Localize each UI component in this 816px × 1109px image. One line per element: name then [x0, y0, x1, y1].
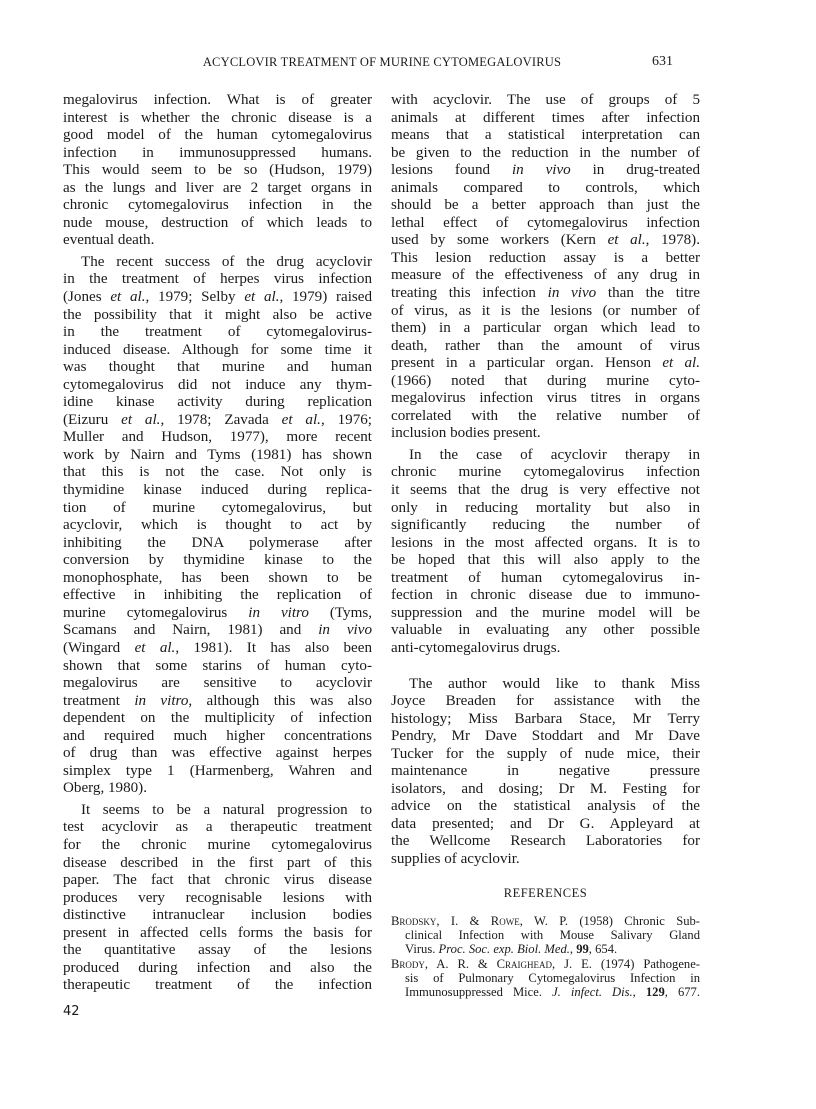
section-gap [391, 658, 700, 676]
text-line: Scamans and Nairn, 1981) and in vivo [63, 622, 373, 639]
text-line: present in affected cells forms the basis for [63, 924, 372, 941]
text-line: murine cytomegalovirus in vitro (Tyms, [63, 604, 372, 621]
text-line: be given to the reduction in the number of [391, 144, 700, 161]
text-line: death, rather than the amount of virus [391, 337, 700, 354]
text-line: (Jones et al., 1979; Selby et al., 1979) raised [63, 289, 373, 306]
text-line: of virus, as it is the lesions (or number of [391, 302, 700, 319]
reference-item [391, 914, 700, 957]
text-line: The recent success of the drug acyclovir [81, 253, 372, 270]
text-line: tion of murine cytomegalovirus, but [63, 499, 372, 516]
text-line: (Wingard et al., 1981). It has also been [63, 639, 372, 656]
acknowledgement [391, 676, 700, 869]
text-line: shown that some starins of human cyto- [63, 657, 372, 674]
text-line: in the treatment of cytomegalovirus- [63, 324, 372, 341]
text-line: Immunosuppressed Mice. J. infect. Dis., 129, 677. [405, 985, 700, 999]
text-line: animals at different times after infection [391, 109, 700, 126]
text-line: acyclovir, which is thought to act by [63, 517, 372, 534]
text-line: clinical Infection with Mouse Salivary Gland [405, 928, 700, 943]
text-line: This lesion reduction assay is a better [391, 249, 700, 266]
text-line: monophosphate, has been shown to be [63, 569, 372, 586]
text-line: Virus. Proc. Soc. exp. Biol. Med., 99, 654. [405, 942, 618, 957]
text-line: that this is not the case. Not only is [63, 464, 372, 481]
text-line: suppression and the murine model will be [391, 604, 700, 621]
paragraph [391, 92, 700, 443]
text-line: Joyce Breaden for assistance with the [391, 693, 700, 710]
text-line: It seems to be a natural progression to [81, 801, 372, 818]
text-line: the quantitative assay of the lesions [63, 942, 372, 959]
text-line: infection in immunosuppressed humans. [63, 144, 372, 161]
text-line: disease described in the first part of this [63, 854, 372, 871]
text-line: dependent on the multiplicity of infection [63, 710, 372, 727]
text-line: good model of the human cytomegalovirus [63, 127, 372, 144]
reference-item [391, 957, 700, 1000]
text-line: distinctive intranuclear inclusion bodies [63, 907, 372, 924]
signature-mark: 42 [63, 1004, 80, 1019]
text-line: thymidine kinase induced during replica- [63, 482, 372, 499]
right-column [391, 92, 700, 999]
text-line: induced disease. Although for some time it [63, 341, 372, 358]
text-line: paper. The fact that chronic virus disease [63, 872, 372, 889]
text-line: produces very recognisable lesions with [63, 889, 372, 906]
text-line: effective in inhibiting the replication of [63, 587, 372, 604]
text-line: In the case of acyclovir therapy in [409, 446, 700, 463]
text-line: therapeutic treatment of the infection [63, 977, 372, 994]
text-line: significantly reducing the number of [391, 517, 700, 534]
text-line: for the chronic murine cytomegalovirus [63, 836, 372, 853]
text-line: present in a particular organ. Henson et al. [391, 355, 700, 372]
text-line: with acyclovir. The use of groups of 5 [391, 92, 700, 108]
text-line: megalovirus infection virus titres in organs [391, 390, 700, 407]
text-line: simplex type 1 (Harmenberg, Wahren and [63, 762, 372, 779]
paragraph [63, 254, 372, 798]
text-line: lesions found in vivo in drug-treated [391, 162, 700, 179]
text-line: advice on the statistical analysis of the [391, 798, 700, 815]
text-line: idine kinase activity during replication [63, 394, 372, 411]
page-number: 631 [652, 54, 673, 69]
text-line: Brodsky, I. & Rowe, W. P. (1958) Chronic Sub- [391, 914, 700, 929]
text-line: correlated with the relative number of [391, 407, 700, 424]
text-line: The author would like to thank Miss [409, 675, 700, 692]
text-line: This would seem to be so (Hudson, 1979) [63, 162, 372, 179]
text-line: isolators, and dosing; Dr M. Festing for [391, 780, 700, 797]
text-line: was thought that murine and human [63, 359, 372, 376]
text-line: should be a better approach than just the [391, 197, 700, 214]
text-line: means that a statistical interpretation can [391, 127, 700, 144]
paragraph [63, 92, 372, 250]
text-line: conversion by thymidine kinase to the [63, 552, 372, 569]
text-line: (1966) noted that during murine cyto- [391, 372, 700, 389]
text-line: sis of Pulmonary Cytomegalovirus Infection in [405, 970, 700, 985]
text-line: it seems that the drug is very effective not [391, 482, 700, 499]
text-line: chronic murine cytomegalovirus infection [391, 464, 700, 481]
text-line: supplies of acyclovir. [391, 850, 520, 867]
text-line: (Eizuru et al., 1978; Zavada et al., 1976; [63, 411, 372, 428]
text-line: Muller and Hudson, 1977), more recent [63, 429, 372, 446]
text-line: interest is whether the chronic disease is a [63, 109, 372, 126]
text-line: histology; Miss Barbara Stace, Mr Terry [391, 710, 700, 727]
text-line: cytomegalovirus did not induce any thym- [63, 376, 372, 393]
text-line: and required much higher concentrations [63, 727, 372, 744]
text-line: in the treatment of herpes virus infection [63, 271, 372, 288]
text-line: be hoped that this will also apply to the [391, 552, 700, 569]
text-line: maintenance in negative pressure [391, 763, 700, 780]
text-line: inclusion bodies present. [391, 425, 541, 442]
text-line: the Wellcome Research Laboratories for [391, 833, 700, 850]
text-line: inhibiting the DNA polymerase after [63, 534, 372, 551]
text-line: valuable in evaluating any other possible [391, 622, 700, 639]
left-column [63, 92, 372, 995]
text-line: Pendry, Mr Dave Stoddart and Mr Dave [391, 728, 700, 745]
text-line: test acyclovir as a therapeutic treatment [63, 819, 372, 836]
text-line: nude mouse, destruction of which leads to [63, 214, 372, 231]
text-line: work by Nairn and Tyms (1981) has shown [63, 446, 372, 463]
text-line: megalovirus are sensitive to acyclovir [63, 675, 372, 692]
text-line: Oberg, 1980). [63, 780, 147, 797]
text-line: measure of the effectiveness of any drug in [391, 267, 700, 284]
text-line: animals compared to controls, which [391, 179, 700, 196]
text-line: data presented; and Dr G. Appleyard at [391, 815, 700, 832]
text-line: eventual death. [63, 232, 155, 249]
text-line: produced during infection and also the [63, 959, 372, 976]
text-line: treatment of human cytomegalovirus in- [391, 569, 700, 586]
text-line: lethal effect of cytomegalovirus infection [391, 214, 700, 231]
text-line: megalovirus infection. What is of greater [63, 92, 372, 108]
text-line: of drug than was effective against herpes [63, 745, 372, 762]
paragraph [391, 447, 700, 658]
text-line: them) in a particular organ which lead to [391, 320, 700, 337]
paragraph [63, 802, 372, 995]
text-line: chronic cytomegalovirus infection in the [63, 197, 372, 214]
running-title: ACYCLOVIR TREATMENT OF MURINE CYTOMEGALOVIRUS [202, 55, 562, 69]
references-heading: REFERENCES [503, 885, 588, 900]
text-line: treatment in vitro, although this was also [63, 692, 372, 709]
running-head [0, 55, 816, 75]
text-line: lesions in the most affected organs. It is to [391, 534, 700, 551]
text-line: only in reducing mortality but also in [391, 499, 700, 516]
text-line: Brody, A. R. & Craighead, J. E. (1974) Pathogene- [391, 956, 700, 971]
text-line: Tucker for the supply of nude mice, their [391, 745, 700, 762]
text-line: treating this infection in vivo than the titre [391, 285, 701, 302]
text-line: as the lungs and liver are 2 target organs in [63, 179, 372, 196]
text-line: used by some workers (Kern et al., 1978). [391, 232, 700, 249]
text-line: anti-cytomegalovirus drugs. [391, 639, 561, 656]
text-line: fection in chronic disease due to immuno- [391, 587, 700, 604]
text-line: the possibility that it might also be active [63, 306, 372, 323]
